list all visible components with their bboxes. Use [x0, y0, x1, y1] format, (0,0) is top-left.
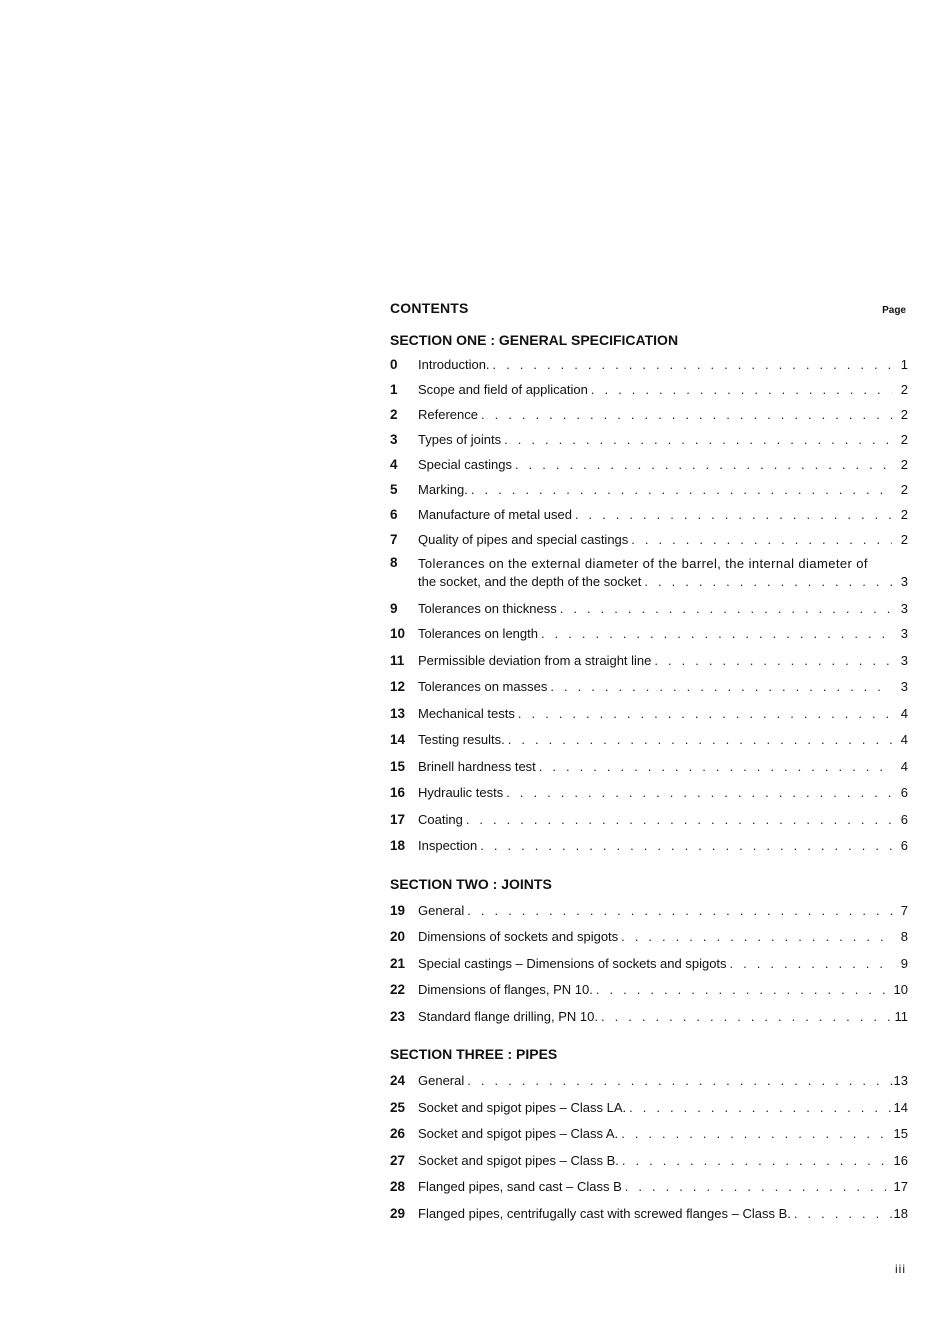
entry-page: 9 — [900, 955, 908, 971]
table-of-contents — [390, 300, 908, 1227]
entry-title: Socket and spigot pipes – Class LA. — [418, 1099, 627, 1115]
entry-title: Special castings — [418, 457, 512, 472]
toc-entry[interactable] — [390, 1201, 908, 1228]
entry-page: 3 — [900, 574, 908, 589]
leader-dots — [467, 1073, 892, 1089]
leader-dots — [625, 1179, 892, 1195]
toc-entry[interactable] — [390, 452, 908, 477]
leader-dots — [506, 785, 892, 801]
leader-dots — [621, 929, 892, 945]
leader-dots — [730, 956, 892, 972]
leader-dots — [515, 457, 892, 473]
leader-dots — [467, 903, 892, 919]
entry-title: Scope and field of application — [418, 382, 588, 397]
entry-page: 6 — [900, 811, 908, 827]
entry-title: Special castings – Dimensions of sockets and spigots — [418, 955, 727, 971]
entry-number: 22 — [390, 982, 406, 997]
contents-title: CONTENTS — [390, 300, 469, 316]
entry-page: 2 — [900, 432, 908, 447]
entry-page: 2 — [900, 457, 908, 472]
entry-title: Reference — [418, 407, 478, 422]
toc-entry[interactable] — [390, 402, 908, 427]
entry-title: Types of joints — [418, 432, 502, 447]
leader-dots — [575, 507, 892, 523]
leader-dots — [644, 573, 892, 591]
entry-number: 6 — [390, 507, 398, 522]
entry-number: 14 — [390, 732, 406, 747]
entry-page: 3 — [900, 601, 908, 616]
toc-entry[interactable] — [390, 1174, 908, 1201]
entry-number: 17 — [390, 811, 406, 827]
entry-title: Dimensions of sockets and spigots — [418, 929, 619, 944]
entry-title: Flanged pipes, sand cast – Class B — [418, 1179, 622, 1194]
toc-entry[interactable] — [390, 754, 908, 781]
leader-dots — [550, 679, 892, 695]
entry-number: 10 — [390, 626, 406, 641]
page-column-label: Page — [882, 305, 906, 316]
toc-entry[interactable] — [390, 977, 908, 1004]
toc-entry[interactable] — [390, 477, 908, 502]
entry-title: Tolerances on thickness — [418, 601, 557, 616]
leader-dots — [622, 1153, 892, 1169]
toc-entry[interactable] — [390, 621, 908, 648]
leader-dots — [541, 626, 892, 642]
leader-dots — [631, 532, 892, 548]
entry-number: 16 — [390, 785, 406, 800]
entry-page: 17 — [893, 1179, 908, 1194]
leader-dots — [629, 1100, 892, 1116]
entry-number: 23 — [390, 1008, 406, 1024]
toc-entry[interactable] — [390, 727, 908, 754]
entry-title-line-2: the socket, and the depth of the socket — [418, 574, 642, 589]
entry-title: Manufacture of metal used — [418, 507, 572, 522]
toc-entry[interactable] — [390, 1148, 908, 1175]
leader-dots — [560, 601, 892, 617]
toc-entry[interactable] — [390, 701, 908, 728]
toc-entry[interactable] — [390, 527, 908, 552]
entry-page: 3 — [900, 652, 908, 668]
entry-number: 1 — [390, 382, 398, 397]
entry-page: 13 — [893, 1073, 908, 1088]
toc-entry[interactable] — [390, 898, 908, 925]
page-folio: iii — [895, 1262, 906, 1276]
entry-title: General — [418, 902, 465, 918]
leader-dots — [508, 732, 892, 748]
entry-page: 4 — [900, 732, 908, 747]
leader-dots — [596, 982, 892, 998]
section-heading: SECTION TWO : JOINTS — [390, 875, 552, 892]
entry-number: 15 — [390, 758, 406, 774]
leader-dots — [591, 382, 892, 398]
leader-dots — [539, 759, 892, 775]
entry-page: 2 — [900, 482, 908, 497]
entry-number: 25 — [390, 1099, 406, 1115]
entry-title: Tolerances on length — [418, 626, 538, 641]
entry-title: Introduction. — [418, 357, 490, 372]
leader-dots — [621, 1126, 892, 1142]
entry-title: Testing results. — [418, 732, 505, 747]
section-heading: SECTION ONE : GENERAL SPECIFICATION — [390, 332, 679, 348]
entry-page: 6 — [900, 785, 908, 800]
section-heading: SECTION THREE : PIPES — [390, 1046, 558, 1062]
leader-dots — [471, 482, 892, 498]
entry-number: 5 — [390, 482, 398, 497]
toc-entry[interactable] — [390, 648, 908, 675]
leader-dots — [654, 653, 892, 669]
toc-entry[interactable] — [390, 596, 908, 621]
entry-page: 7 — [900, 902, 908, 918]
toc-entry[interactable] — [390, 924, 908, 951]
entry-page: 14 — [893, 1099, 908, 1115]
entry-page: 11 — [894, 1008, 908, 1024]
leader-dots — [518, 706, 892, 722]
entry-title: Flanged pipes, centrifugally cast with screwed flanges – Class B. — [418, 1205, 791, 1221]
entry-page: 6 — [900, 838, 908, 853]
toc-entry[interactable] — [390, 1068, 908, 1095]
leader-dots — [794, 1206, 892, 1222]
entry-page: 3 — [900, 626, 908, 641]
contents-header — [390, 300, 908, 324]
leader-dots — [481, 407, 892, 423]
entry-number: 18 — [390, 838, 406, 853]
entry-page: 18 — [893, 1205, 908, 1221]
toc-entry[interactable] — [390, 833, 908, 860]
entry-number: 19 — [390, 902, 406, 918]
toc-entry[interactable] — [390, 807, 908, 834]
toc-entry[interactable] — [390, 377, 908, 402]
entry-number: 20 — [390, 929, 406, 944]
entry-title: Coating — [418, 811, 463, 827]
toc-entry[interactable] — [390, 552, 908, 596]
entry-number: 7 — [390, 532, 398, 547]
entry-number: 9 — [390, 601, 398, 616]
entry-number: 12 — [390, 679, 406, 694]
entry-number: 28 — [390, 1179, 406, 1194]
entry-number: 13 — [390, 705, 406, 721]
entry-title: Hydraulic tests — [418, 785, 504, 800]
entry-title-line-1: Tolerances on the external diameter of the barrel, the internal diameter of — [418, 556, 868, 571]
leader-dots — [601, 1009, 892, 1025]
toc-entry[interactable] — [390, 951, 908, 978]
toc-entry[interactable] — [390, 674, 908, 701]
toc-entry[interactable] — [390, 780, 908, 807]
entry-page: 2 — [900, 407, 908, 422]
entry-title: Permissible deviation from a straight line — [418, 652, 652, 668]
entry-title: Inspection — [418, 838, 478, 853]
toc-entry[interactable] — [390, 1121, 908, 1148]
entry-title: Mechanical tests — [418, 705, 515, 721]
leader-dots — [504, 432, 892, 448]
entry-page: 2 — [900, 382, 908, 397]
entry-title: Quality of pipes and special castings — [418, 532, 629, 547]
toc-entry[interactable] — [390, 427, 908, 452]
entry-number: 21 — [390, 955, 406, 971]
entry-page: 10 — [893, 982, 908, 997]
entry-number: 2 — [390, 407, 398, 422]
entry-page: 2 — [900, 532, 908, 547]
toc-entry[interactable] — [390, 1004, 908, 1031]
entry-page: 3 — [900, 679, 908, 694]
entry-page: 8 — [900, 929, 908, 944]
toc-entry[interactable] — [390, 502, 908, 527]
entry-number: 29 — [390, 1205, 406, 1221]
toc-entry[interactable] — [390, 1095, 908, 1122]
entry-number: 27 — [390, 1152, 406, 1168]
entry-number: 24 — [390, 1073, 406, 1088]
entry-page: 15 — [893, 1126, 908, 1141]
entry-number: 3 — [390, 432, 398, 447]
entry-number: 4 — [390, 457, 398, 472]
entry-number: 0 — [390, 357, 398, 372]
entry-title: General — [418, 1073, 465, 1088]
toc-entry[interactable] — [390, 352, 908, 377]
entry-number: 8 — [390, 555, 398, 570]
entry-number: 11 — [390, 652, 405, 668]
entry-number: 26 — [390, 1126, 406, 1141]
entry-title: Marking. — [418, 482, 468, 497]
entry-title: Brinell hardness test — [418, 758, 536, 774]
entry-page: 4 — [900, 758, 908, 774]
entry-page: 2 — [900, 507, 908, 522]
leader-dots — [480, 838, 892, 854]
entry-title: Standard flange drilling, PN 10. — [418, 1008, 598, 1024]
entry-title: Dimensions of flanges, PN 10. — [418, 982, 593, 997]
entry-title: Socket and spigot pipes – Class A. — [418, 1126, 619, 1141]
entry-page: 4 — [900, 705, 908, 721]
entry-page: 1 — [900, 357, 908, 372]
leader-dots — [466, 812, 892, 828]
entry-title: Tolerances on masses — [418, 679, 548, 694]
entry-title: Socket and spigot pipes – Class B. — [418, 1152, 619, 1168]
leader-dots — [493, 357, 892, 373]
entry-page: 16 — [893, 1152, 908, 1168]
